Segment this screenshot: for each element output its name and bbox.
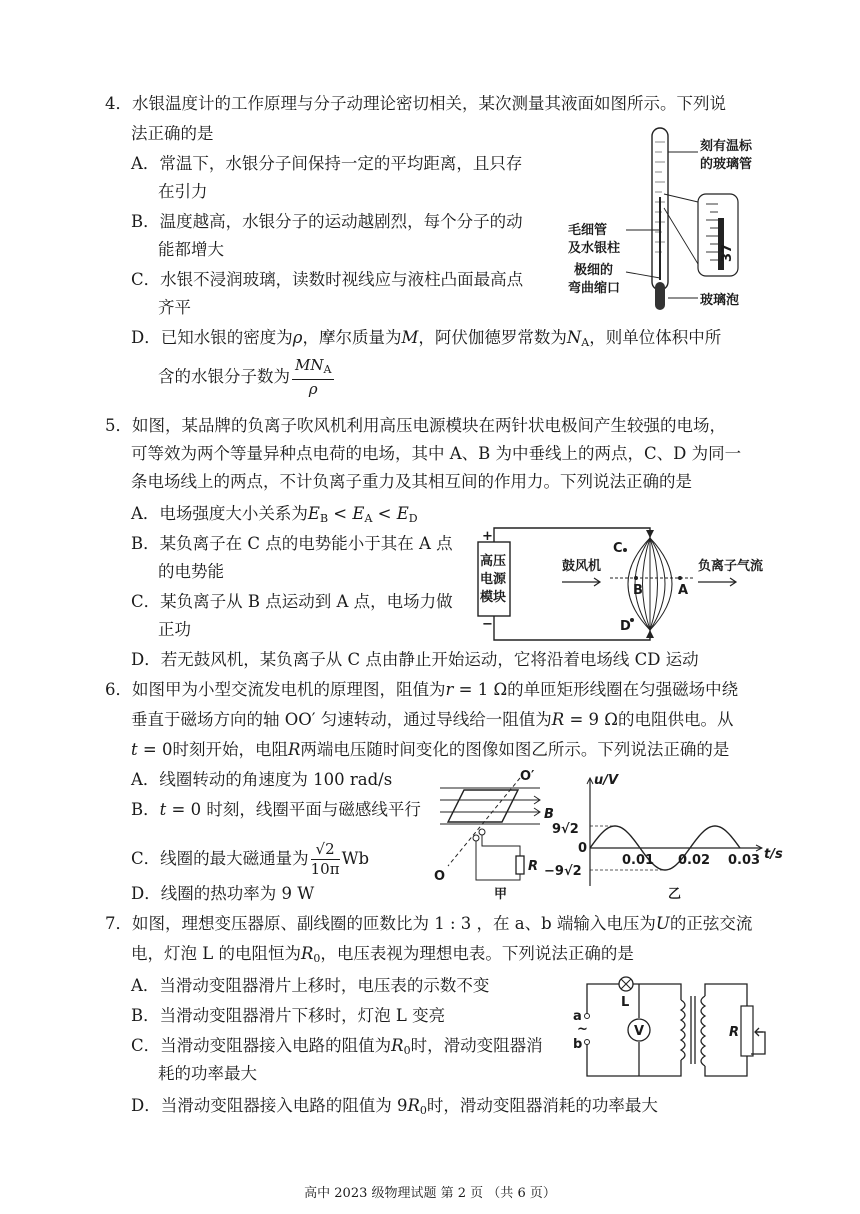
- q5-point-B: B: [633, 583, 643, 598]
- q6-voltage-chart: [544, 770, 790, 902]
- q7-option-b: B．当滑动变阻器滑片下移时，灯泡 L 变亮: [131, 1006, 446, 1025]
- q6-stem-line2: 垂直于磁场方向的轴 OO′ 匀速转动，通过导线给一阻值为R = 9 Ω的电阻供电。从: [131, 710, 734, 729]
- q7-terminal-a: a: [573, 1009, 582, 1024]
- q5-field-figure: [470, 520, 790, 648]
- q7-transformer-figure: [565, 970, 790, 1088]
- q6-resistor-R: R: [528, 859, 539, 874]
- q5-stem-line1: 5．如图，某品牌的负离子吹风机利用高压电源模块在两针状电极间产生较强的电场，: [105, 416, 726, 435]
- y-tick-max: 9√2: [552, 822, 579, 837]
- q7-option-c: C．当滑动变阻器接入电路的阻值为$R_0$时，滑动变阻器消: [131, 1036, 543, 1057]
- q6-option-a: A．线圈转动的角速度为 100 rad/s: [131, 770, 393, 789]
- q4-option-c: C．水银不浸润玻璃，读数时视线应与液柱凸面最高点: [131, 270, 524, 289]
- q4-scale-label: 37: [720, 243, 735, 262]
- x-axis-label: t/s: [764, 847, 783, 862]
- q5-module-2: 电源: [480, 572, 507, 587]
- q4-label-neck: 极细的: [574, 263, 614, 278]
- q5-option-b: B．某负离子在 C 点的电势能小于其在 A 点: [131, 534, 453, 553]
- q7-lamp-L: L: [621, 995, 630, 1010]
- q7-stem-line2: 电，灯泡 L 的电阻恒为$R_0$，电压表视为理想电表。下列说法正确的是: [131, 944, 634, 965]
- q4-thermometer-figure: [560, 122, 790, 317]
- q7-option-c-cont: 耗的功率最大: [158, 1064, 257, 1083]
- q5-option-b-cont: 的电势能: [158, 562, 224, 581]
- x-tick-003: 0.03: [728, 853, 761, 868]
- q5-option-c: C．某负离子从 B 点运动到 A 点，电场力做: [131, 592, 453, 611]
- y-tick-min: −9√2: [544, 864, 582, 879]
- q4-label-neck2: 弯曲缩口: [568, 281, 621, 296]
- q6-field-B: B: [544, 807, 554, 822]
- q5-option-a: A．电场强度大小关系为$E_B < E_A < E_D$: [131, 504, 418, 525]
- q4-option-a-cont: 在引力: [158, 182, 208, 201]
- q4-option-c-cont: 齐平: [158, 298, 191, 317]
- y-tick-zero: 0: [578, 841, 588, 856]
- q6-option-b: B．t = 0 时刻，线圈平面与磁感线平行: [131, 800, 421, 819]
- q7-rheostat-R: R: [729, 1025, 740, 1040]
- q4-option-d: D．已知水银的密度为ρ，摩尔质量为M，阿伏伽德罗常数为$N_A$，则单位体积中所: [131, 328, 722, 349]
- q7-stem-line1: 7．如图，理想变压器原、副线圈的匝数比为 1 : 3 ，在 a、b 端输入电压为U的正弦交流: [105, 914, 753, 933]
- q5-stem-line3: 条电场线上的两点，不计负离子重力及其相互间的作用力。下列说法正确的是: [131, 472, 692, 491]
- q7-terminal-b: b: [573, 1037, 583, 1052]
- q4-label-bulb: 玻璃泡: [700, 293, 740, 308]
- q7-voltmeter-V: V: [634, 1024, 645, 1039]
- q4-label-tube2: 的玻璃管: [700, 157, 753, 172]
- q6-axis-O-prime: O′: [520, 769, 535, 784]
- q5-option-c-cont: 正功: [158, 620, 191, 639]
- q4-option-b: B．温度越高，水银分子的运动越剧烈，每个分子的动: [131, 212, 523, 231]
- q6-stem-line3: t = 0时刻开始，电阻R两端电压随时间变化的图像如图乙所示。下列说法正确的是: [131, 740, 730, 759]
- q5-point-C: C: [613, 541, 623, 556]
- q5-blower-label: 鼓风机: [562, 559, 602, 574]
- q4-option-a: A．常温下，水银分子间保持一定的平均距离，且只存: [131, 154, 523, 173]
- q6-option-d: D．线圈的热功率为 9 W: [131, 884, 315, 903]
- q5-minus: −: [482, 617, 493, 632]
- q4-label-tube: 刻有温标: [700, 139, 753, 154]
- q5-stem-line2: 可等效为两个等量异种点电荷的电场，其中 A、B 为中垂线上的两点，C、D 为同一: [131, 444, 742, 463]
- q6-generator-figure: [420, 770, 570, 900]
- page-footer: 高中 2023 级物理试题 第 2 页 （共 6 页）: [304, 1186, 556, 1201]
- q7-ac-symbol: ~: [577, 1022, 588, 1037]
- q4-stem-line1: 4．水银温度计的工作原理与分子动理论密切相关，某次测量其液面如图所示。下列说: [105, 94, 726, 113]
- q5-plus: +: [482, 529, 493, 544]
- q6-option-c: C．线圈的最大磁通量为 $\frac{√2}{10\pi}$ Wb: [131, 840, 370, 878]
- q4-label-capillary2: 及水银柱: [568, 241, 621, 256]
- q5-point-A: A: [678, 583, 689, 598]
- q5-module-1: 高压: [480, 554, 507, 569]
- q6-axis-O: O: [434, 869, 446, 884]
- q4-label-capillary: 毛细管: [568, 223, 608, 238]
- q4-option-b-cont: 能都增大: [158, 240, 224, 259]
- q6-caption-yi: 乙: [668, 887, 682, 902]
- q4-stem-line2: 法正确的是: [131, 124, 214, 143]
- x-tick-001: 0.01: [622, 853, 655, 868]
- q6-stem-line1: 6．如图甲为小型交流发电机的原理图，阻值为r = 1 Ω的单匝矩形线圈在匀强磁场中绕: [105, 680, 739, 699]
- q5-module-3: 模块: [480, 590, 507, 605]
- x-tick-002: 0.02: [678, 853, 711, 868]
- q7-option-d: D．当滑动变阻器接入电路的阻值为 $9R_0$时，滑动变阻器消耗的功率最大: [131, 1096, 658, 1117]
- q5-point-D: D: [620, 619, 631, 634]
- q7-option-a: A．当滑动变阻器滑片上移时，电压表的示数不变: [131, 976, 490, 995]
- q4-option-d-cont: 含的水银分子数为 $\frac{MN_A}{\rho}$: [158, 356, 336, 399]
- y-axis-label: u/V: [594, 773, 619, 788]
- q4-fraction: $\frac{MN_A}{\rho}$: [292, 356, 334, 399]
- q5-flow-label: 负离子气流: [698, 559, 764, 574]
- q6-caption-jia: 甲: [494, 887, 508, 902]
- q5-option-d: D．若无鼓风机，某负离子从 C 点由静止开始运动，它将沿着电场线 CD 运动: [131, 650, 699, 669]
- q6-fraction: $\frac{√2}{10\pi}$: [310, 840, 340, 878]
